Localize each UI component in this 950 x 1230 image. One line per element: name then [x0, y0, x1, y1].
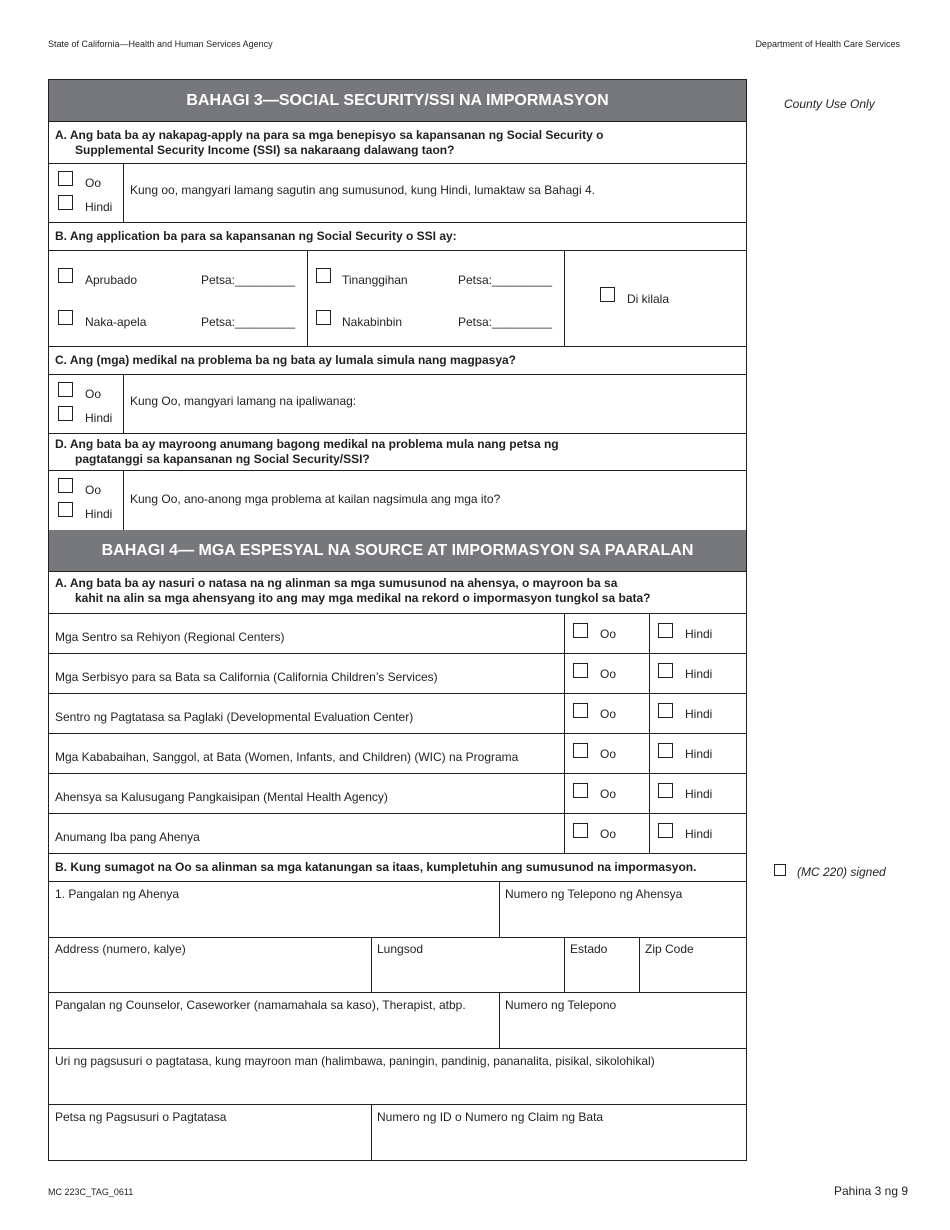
part3-c-no-label: Hindi — [85, 411, 113, 425]
part3-question-d — [49, 434, 746, 471]
agency-no-checkbox[interactable] — [658, 823, 673, 838]
address-field[interactable]: Address (numero, kalye) — [55, 942, 186, 956]
appealed-date[interactable]: Petsa:_________ — [201, 315, 296, 329]
agency-row — [49, 614, 746, 654]
agency-phone-field[interactable]: Numero ng Telepono ng Ahensya — [505, 887, 683, 901]
denied-label: Tinanggihan — [342, 273, 408, 287]
mc220-checkbox[interactable] — [774, 864, 786, 876]
agency-yes-label: Oo — [600, 747, 617, 761]
approved-checkbox[interactable] — [58, 268, 73, 283]
page-number: Pahina 3 ng 9 — [833, 1184, 908, 1198]
unknown-label: Di kilala — [627, 292, 670, 306]
agency-yes-label: Oo — [600, 787, 617, 801]
part3-answer-d — [49, 471, 746, 530]
exam-date-row — [49, 1105, 746, 1161]
agency-no-label: Hindi — [685, 667, 713, 681]
mc220-label: (MC 220) signed — [797, 865, 886, 879]
agency-row — [49, 814, 746, 854]
part3-c-yes-checkbox[interactable] — [58, 382, 73, 397]
appealed-checkbox[interactable] — [58, 310, 73, 325]
part3-question-c — [49, 347, 746, 375]
part3-a-no-checkbox[interactable] — [58, 195, 73, 210]
unknown-checkbox[interactable] — [600, 287, 615, 302]
part3-question-b — [49, 223, 746, 251]
agency-no-label: Hindi — [685, 827, 713, 841]
agency-no-checkbox[interactable] — [658, 783, 673, 798]
part4-qb-text: B. Kung sumagot na Oo sa alinman sa mga katanungan sa itaas, kumpletuhin ang sumusunod na impormasyon. — [55, 860, 697, 874]
approved-date[interactable]: Petsa:_________ — [201, 273, 296, 287]
agency-yes-label: Oo — [600, 707, 617, 721]
agency-no-label: Hindi — [685, 787, 713, 801]
part3-question-a — [49, 122, 746, 164]
pending-checkbox[interactable] — [316, 310, 331, 325]
denied-checkbox[interactable] — [316, 268, 331, 283]
appealed-label: Naka-apela — [85, 315, 147, 329]
form-id: MC 223C_TAG_0611 — [48, 1187, 134, 1197]
agency-yes-checkbox[interactable] — [573, 743, 588, 758]
part4-title: BAHAGI 4— MGA ESPESYAL NA SOURCE AT IMPORMASYON SA PAARALAN — [49, 530, 746, 572]
agency-name-row — [49, 882, 746, 938]
part3-answer-a — [49, 164, 746, 223]
agency-row — [49, 734, 746, 774]
agency-name-field[interactable]: 1. Pangalan ng Ahenya — [55, 887, 180, 901]
part3-a-no-label: Hindi — [85, 200, 113, 214]
agency-header: State of California—Health and Human Services Agency — [48, 39, 273, 49]
part3-qd-line2: pagtatanggi sa kapansanan ng Social Security/SSI? — [75, 452, 370, 466]
counselor-phone-field[interactable]: Numero ng Telepono — [505, 998, 617, 1012]
department-header: Department of Health Care Services — [755, 39, 900, 49]
agency-name: Mga Kababaihan, Sanggol, at Bata (Women, Infants, and Children) (WIC) na Programa — [55, 750, 519, 764]
agency-row — [49, 774, 746, 814]
part3-c-instruction: Kung Oo, mangyari lamang na ipaliwanag: — [130, 394, 357, 408]
denied-date[interactable]: Petsa:_________ — [458, 273, 553, 287]
county-use-label: County Use Only — [784, 97, 875, 111]
pending-date[interactable]: Petsa:_________ — [458, 315, 553, 329]
agency-no-label: Hindi — [685, 747, 713, 761]
agency-list — [49, 614, 746, 854]
agency-yes-checkbox[interactable] — [573, 663, 588, 678]
agency-row — [49, 654, 746, 694]
counselor-field[interactable]: Pangalan ng Counselor, Caseworker (namamahala sa kaso), Therapist, atbp. — [55, 998, 466, 1012]
agency-yes-label: Oo — [600, 627, 617, 641]
agency-yes-label: Oo — [600, 667, 617, 681]
agency-no-checkbox[interactable] — [658, 703, 673, 718]
agency-name: Ahensya sa Kalusugang Pangkaisipan (Mental Health Agency) — [55, 790, 388, 804]
part3-qa-line1: A. Ang bata ba ay nakapag-apply na para sa mga benepisyo sa kapansanan ng Social Security o — [55, 128, 604, 142]
agency-name: Anumang Iba pang Ahenya — [55, 830, 200, 844]
part3-qb-text: B. Ang application ba para sa kapansanan ng Social Security o SSI ay: — [55, 229, 457, 243]
exam-type-field[interactable]: Uri ng pagsusuri o pagtatasa, kung mayroon man (halimbawa, paningin, pandinig, pananalita, pisikal, sikolohikal) — [55, 1054, 655, 1068]
agency-no-label: Hindi — [685, 627, 713, 641]
city-field[interactable]: Lungsod — [377, 942, 424, 956]
agency-no-label: Hindi — [685, 707, 713, 721]
exam-type-row — [49, 1049, 746, 1105]
part4-qa-line2: kahit na alin sa mga ahensyang ito ang may mga medikal na rekord o impormasyon tungkol sa bata? — [75, 591, 651, 605]
agency-yes-checkbox[interactable] — [573, 783, 588, 798]
part4-question-a — [49, 572, 746, 614]
part3-d-yes-label: Oo — [85, 483, 102, 497]
part3-answer-b — [49, 251, 746, 347]
part4-qa-line1: A. Ang bata ba ay nasuri o natasa na ng alinman sa mga sumusunod na ahensya, o mayroon ba sa — [55, 576, 618, 590]
zip-field[interactable]: Zip Code — [645, 942, 694, 956]
agency-no-checkbox[interactable] — [658, 663, 673, 678]
part3-d-no-checkbox[interactable] — [58, 502, 73, 517]
agency-yes-checkbox[interactable] — [573, 703, 588, 718]
part3-d-no-label: Hindi — [85, 507, 113, 521]
part3-a-yes-label: Oo — [85, 176, 102, 190]
part3-title: BAHAGI 3—SOCIAL SECURITY/SSI NA IMPORMASYON — [49, 80, 746, 122]
approved-label: Aprubado — [85, 273, 138, 287]
agency-no-checkbox[interactable] — [658, 623, 673, 638]
agency-name: Mga Sentro sa Rehiyon (Regional Centers) — [55, 630, 285, 644]
counselor-row — [49, 993, 746, 1049]
part3-c-no-checkbox[interactable] — [58, 406, 73, 421]
agency-yes-checkbox[interactable] — [573, 623, 588, 638]
part3-c-yes-label: Oo — [85, 387, 102, 401]
part3-qa-line2: Supplemental Security Income (SSI) sa nakaraang dalawang taon? — [75, 143, 455, 157]
part3-d-yes-checkbox[interactable] — [58, 478, 73, 493]
part3-a-instruction: Kung oo, mangyari lamang sagutin ang sumusunod, kung Hindi, lumaktaw sa Bahagi 4. — [130, 183, 595, 197]
part4-question-b — [49, 854, 746, 882]
part3-qc-text: C. Ang (mga) medikal na problema ba ng bata ay lumala simula nang magpasya? — [55, 353, 517, 367]
agency-row — [49, 694, 746, 734]
agency-yes-checkbox[interactable] — [573, 823, 588, 838]
agency-yes-label: Oo — [600, 827, 617, 841]
part3-answer-c — [49, 375, 746, 434]
form-body — [48, 79, 747, 1161]
part3-a-yes-checkbox[interactable] — [58, 171, 73, 186]
state-field[interactable]: Estado — [570, 942, 608, 956]
claim-id-field[interactable]: Numero ng ID o Numero ng Claim ng Bata — [377, 1110, 604, 1124]
part3-qd-line1: D. Ang bata ba ay mayroong anumang bagong medikal na problema mula nang petsa ng — [55, 437, 559, 451]
part3-d-instruction: Kung Oo, ano-anong mga problema at kailan nagsimula ang mga ito? — [130, 492, 501, 506]
address-row — [49, 938, 746, 993]
pending-label: Nakabinbin — [342, 315, 403, 329]
exam-date-field[interactable]: Petsa ng Pagsusuri o Pagtatasa — [55, 1110, 227, 1124]
agency-no-checkbox[interactable] — [658, 743, 673, 758]
agency-name: Sentro ng Pagtatasa sa Paglaki (Developmental Evaluation Center) — [55, 710, 414, 724]
agency-name: Mga Serbisyo para sa Bata sa California (California Children’s Services) — [55, 670, 438, 684]
